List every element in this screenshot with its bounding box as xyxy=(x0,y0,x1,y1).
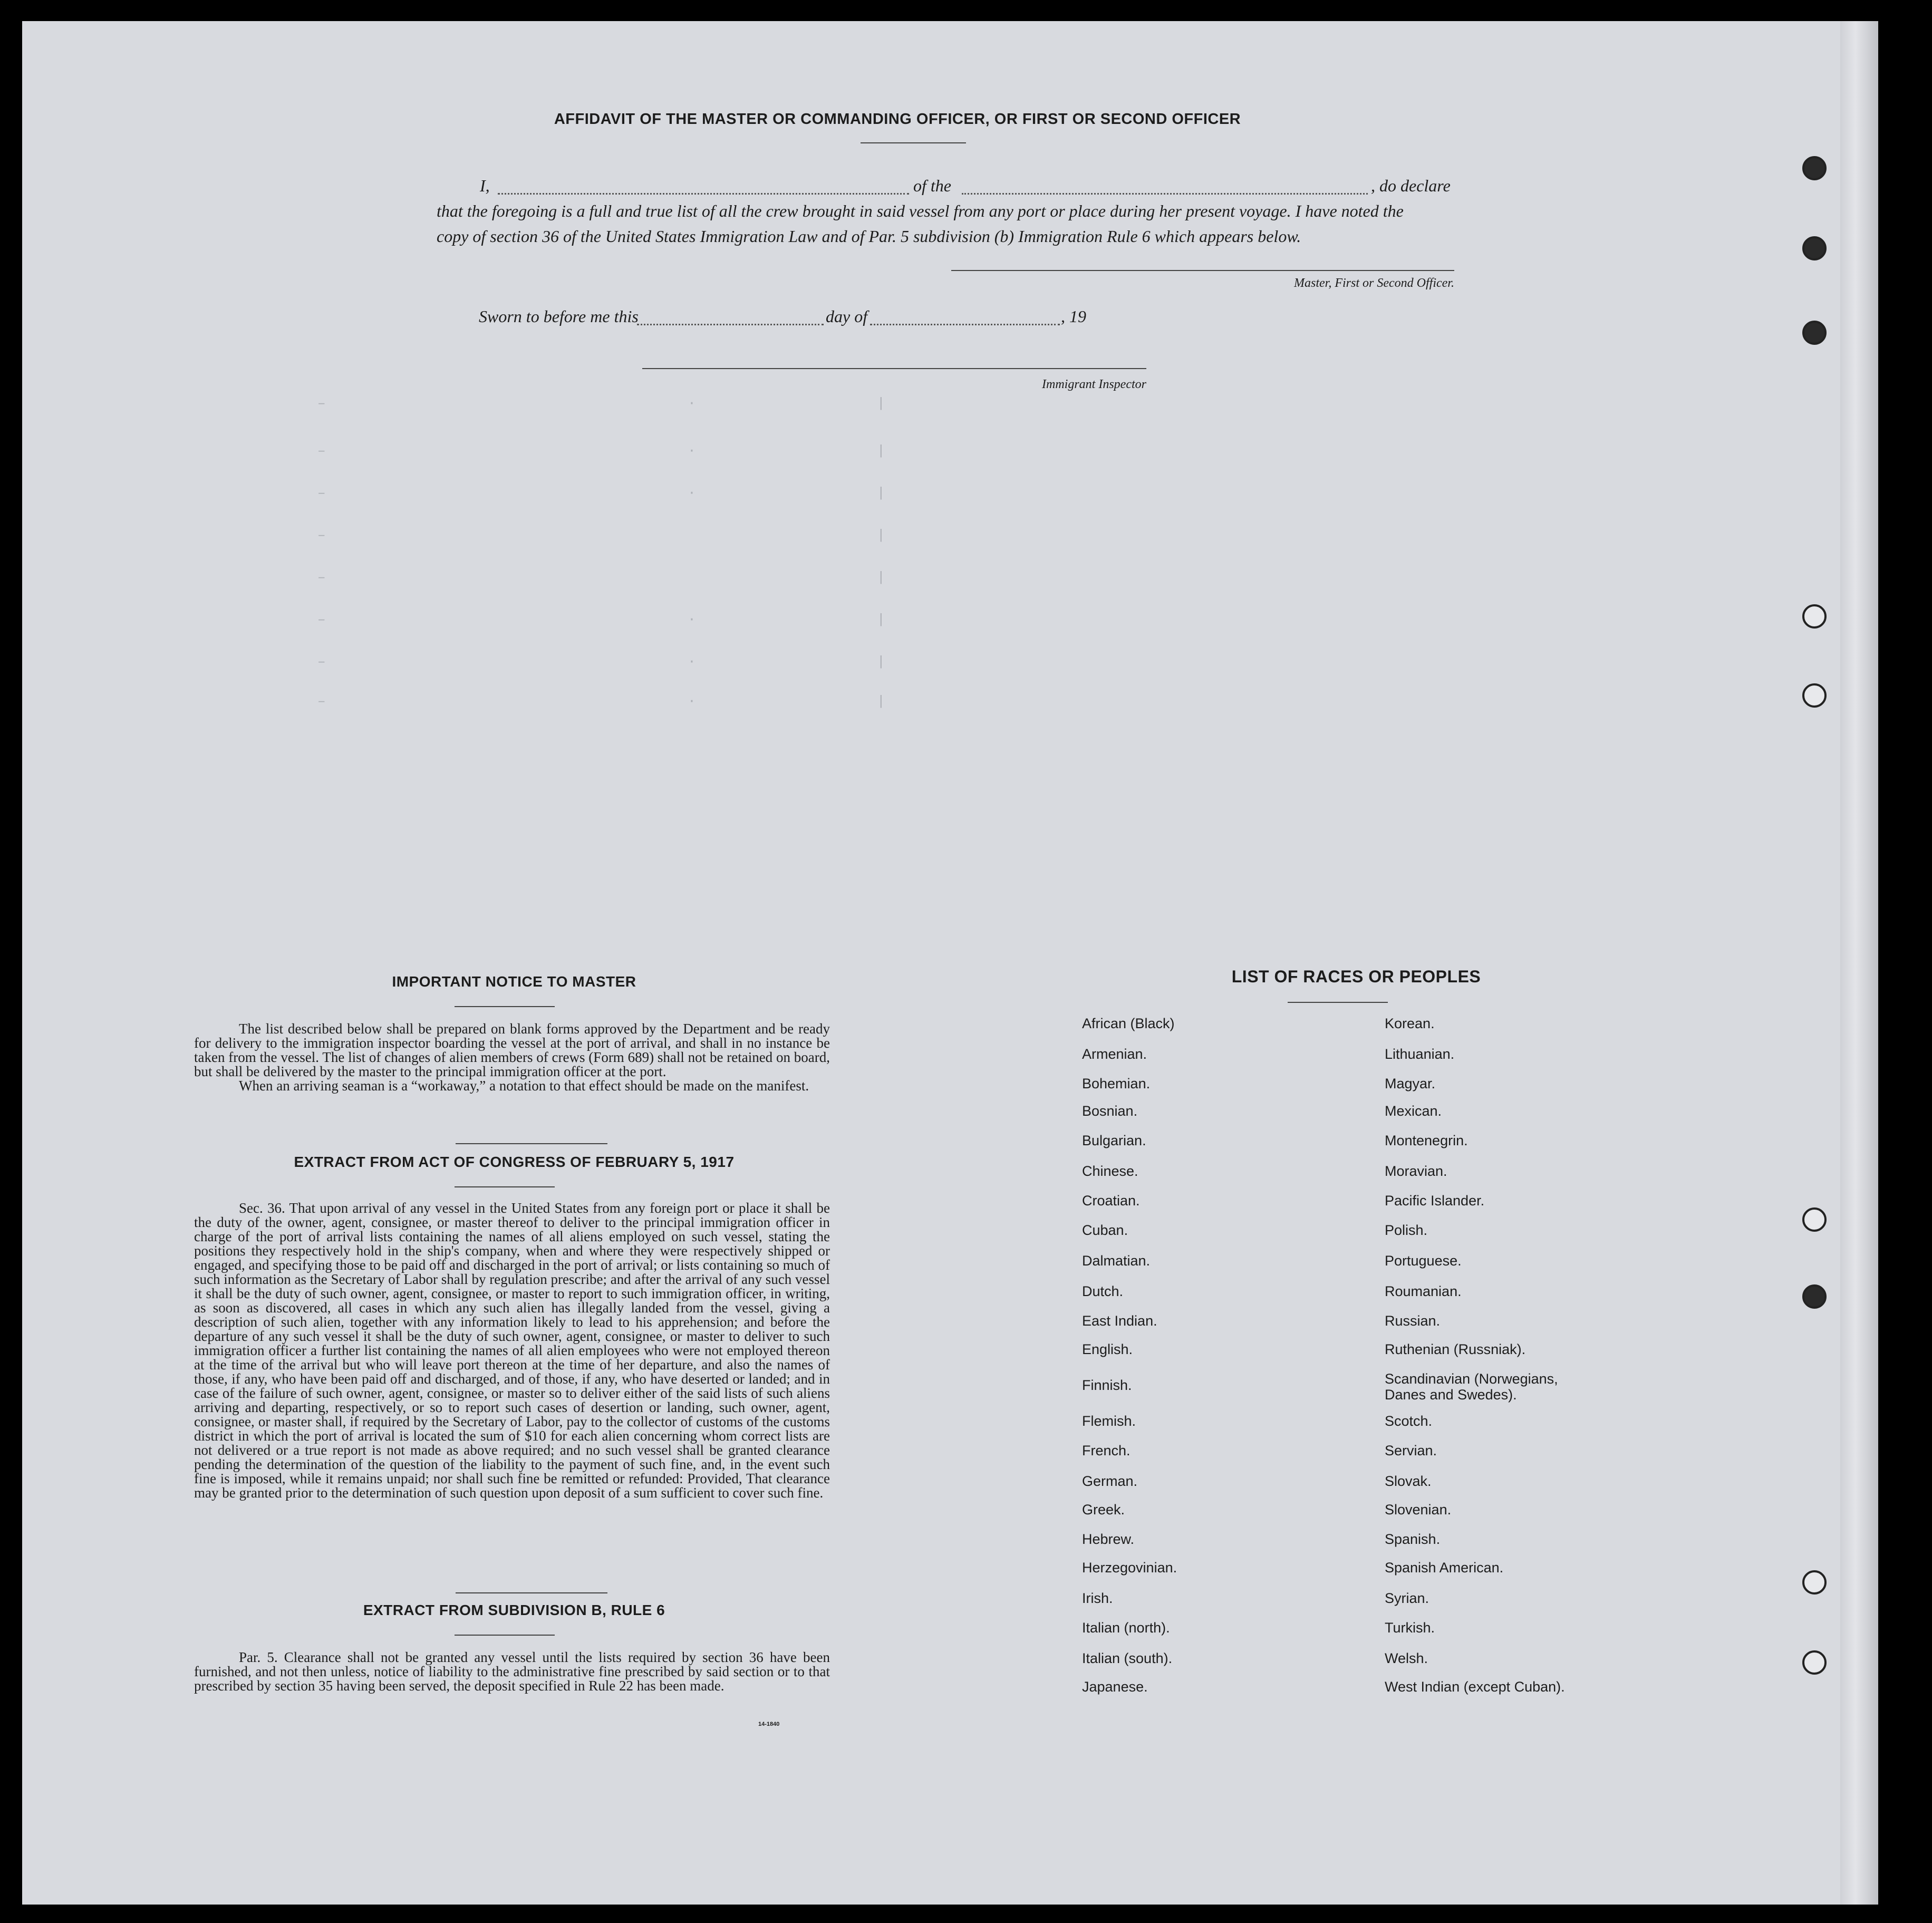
master-signature-line[interactable] xyxy=(951,270,1454,271)
race-item: Dalmatian. xyxy=(1082,1253,1151,1269)
race-item: Korean. xyxy=(1385,1016,1435,1031)
race-item: West Indian (except Cuban). xyxy=(1385,1679,1565,1695)
race-item: Turkish. xyxy=(1385,1620,1435,1636)
notice-title: IMPORTANT NOTICE TO MASTER xyxy=(392,973,636,990)
binder-hole xyxy=(1802,604,1827,629)
binder-hole xyxy=(1802,1207,1827,1232)
race-item: Bosnian. xyxy=(1082,1103,1138,1119)
binder-hole xyxy=(1802,156,1827,180)
race-item: Portuguese. xyxy=(1385,1253,1462,1269)
rule-title: EXTRACT FROM SUBDIVISION B, RULE 6 xyxy=(363,1602,665,1618)
races-title: LIST OF RACES OR PEOPLES xyxy=(1231,967,1481,986)
race-item: Italian (south). xyxy=(1082,1650,1173,1666)
act-body xyxy=(194,1201,830,1500)
race-item: Magyar. xyxy=(1385,1076,1436,1091)
race-item: English. xyxy=(1082,1341,1133,1357)
affidavit-title: AFFIDAVIT OF THE MASTER OR COMMANDING OFFICER, OR FIRST OR SECOND OFFICER xyxy=(554,111,1241,128)
affidavit-line-3: copy of section 36 of the United States Immigration Law and of Par. 5 subdivision (b) Immigration Rule 6 which appears below. xyxy=(437,227,1301,246)
day-of-label: day of xyxy=(826,307,868,326)
master-signature-label: Master, First or Second Officer. xyxy=(1294,276,1454,290)
year-label: , 19 xyxy=(1061,307,1086,326)
race-item: Servian. xyxy=(1385,1443,1437,1458)
binder-hole xyxy=(1802,1284,1827,1309)
notice-title-rule xyxy=(455,1006,555,1007)
race-item: Syrian. xyxy=(1385,1590,1429,1606)
affidavit-of-the-label: of the xyxy=(913,176,951,195)
race-item: Polish. xyxy=(1385,1222,1428,1238)
affidavit-title-rule xyxy=(861,142,966,143)
race-item: Herzegovinian. xyxy=(1082,1560,1177,1576)
race-item: Cuban. xyxy=(1082,1222,1128,1238)
race-item: Moravian. xyxy=(1385,1163,1447,1179)
race-item: Finnish. xyxy=(1082,1377,1132,1393)
binder-hole xyxy=(1802,1570,1827,1595)
race-item: Ruthenian (Russniak). xyxy=(1385,1341,1526,1357)
rule-paragraph-5-text: Par. 5. Clearance shall not be granted any vessel until the lists required by section 36 have been furnished, and not then unless, notice of liability to the administrative fine prescribed by said section or to that prescribed by section 35 having been served, the deposit specified in Rule 22 has been made. xyxy=(194,1649,830,1694)
document-page xyxy=(22,21,1878,1905)
race-item: Roumanian. xyxy=(1385,1283,1462,1299)
act-title-rule xyxy=(455,1186,555,1187)
race-item: Lithuanian. xyxy=(1385,1046,1455,1062)
rule-body xyxy=(194,1650,830,1693)
race-item: Slovenian. xyxy=(1385,1502,1452,1518)
race-item: Japanese. xyxy=(1082,1679,1148,1695)
race-item: German. xyxy=(1082,1473,1138,1489)
show-through-marks: – | xyxy=(317,527,885,543)
name-field-line[interactable] xyxy=(498,193,909,195)
binder-hole xyxy=(1802,236,1827,260)
notice-bottom-rule xyxy=(456,1143,607,1144)
race-item: African (Black) xyxy=(1082,1016,1175,1031)
show-through-marks: – · | xyxy=(317,654,885,670)
race-item: Hebrew. xyxy=(1082,1531,1135,1547)
show-through-marks: – · | xyxy=(317,612,885,627)
act-title: EXTRACT FROM ACT OF CONGRESS OF FEBRUARY 5, 1917 xyxy=(294,1154,735,1170)
binder-hole xyxy=(1802,321,1827,345)
race-item: Russian. xyxy=(1385,1313,1441,1329)
page-edge xyxy=(1840,21,1878,1905)
race-item: Bohemian. xyxy=(1082,1076,1151,1091)
race-item: Spanish American. xyxy=(1385,1560,1504,1576)
affidavit-line-1 xyxy=(480,173,1482,199)
sworn-line xyxy=(479,304,1112,330)
race-item: Bulgarian. xyxy=(1082,1133,1146,1148)
race-item: Montenegrin. xyxy=(1385,1133,1468,1148)
sworn-label: Sworn to before me this xyxy=(479,307,639,326)
race-item: Mexican. xyxy=(1385,1103,1442,1119)
race-item: Welsh. xyxy=(1385,1650,1428,1666)
notice-paragraph-2: When an arriving seaman is a “workaway,” a notation to that effect should be made on the manifest. xyxy=(239,1078,809,1094)
rule-title-rule xyxy=(455,1635,555,1636)
sworn-month-field-line[interactable] xyxy=(870,324,1060,325)
race-item: Armenian. xyxy=(1082,1046,1147,1062)
binder-hole xyxy=(1802,683,1827,708)
show-through-marks: – · | xyxy=(317,485,885,501)
form-number: 14-1840 xyxy=(758,1721,780,1727)
notice-body xyxy=(194,1022,830,1093)
show-through-marks: – | xyxy=(317,569,885,585)
race-item: Croatian. xyxy=(1082,1193,1140,1209)
race-item: East Indian. xyxy=(1082,1313,1157,1329)
race-item: Chinese. xyxy=(1082,1163,1138,1179)
sworn-day-field-line[interactable] xyxy=(637,324,824,325)
race-item: Greek. xyxy=(1082,1502,1125,1518)
race-item: Pacific Islander. xyxy=(1385,1193,1485,1209)
race-item: French. xyxy=(1082,1443,1131,1458)
act-bottom-rule xyxy=(456,1592,607,1593)
affidavit-declare-label: , do declare xyxy=(1371,176,1451,195)
notice-paragraph-1: The list described below shall be prepared on blank forms approved by the Department and be ready for delivery to the immigration inspector boarding the vessel at the port of arrival, and shall in no instance be taken from the vessel. The list of changes of alien members of crews (Form 689) shall not be retained on board, but shall be delivered by the master to the principal immigration officer at the port. xyxy=(194,1021,830,1079)
act-section-36-text: Sec. 36. That upon arrival of any vessel in the United States from any foreign port or place it shall be the duty of the owner, agent, consignee, or master thereof to deliver to the principal immigration officer in charge of the port of arrival lists containing the names of all aliens employed on such vessel, stating the positions they respectively hold in the ship's company, when and where they were respectively shipped or engaged, and specifying those to be paid off and discharged in the port of arrival; or lists containing so much of such information as the Secretary of Labor shall by regulation prescribe; and after the arrival of any such vessel it shall be the duty of such owner, agent, consignee, or master to report to such immigration officer, in writing, as soon as discovered, all cases in which any such alien has illegally landed from the vessel, giving a description of such alien, together with any information likely to lead to his apprehension; and before the departure of any such vessel it shall be the duty of such owner, agent, consignee, or master to deliver to such immigration officer a further list containing the names of all alien employees who were not employed thereon at the time of the arrival but who will leave port thereon at the time of her departure, and also the names of those, if any, who have been paid off and discharged, and of those, if any, who have deserted or landed; and in case of the failure of such owner, agent, consignee, or master so to deliver either of the said lists of such aliens arriving and departing, respectively, or so to report such cases of desertion or landing, such owner, agent, consignee, or master shall, if required by the Secretary of Labor, pay to the collector of customs of the customs district in which the port of arrival is located the sum of $10 for each alien concerning whom correct lists are not delivered or a true report is not made as above required; and no such vessel shall be granted clearance pending the determination of the question of the liability to the payment of such fine, and, in the event such fine is imposed, while it remains unpaid; nor shall such fine be remitted or refunded: Provided, That clearance may be granted prior to the determination of such question upon deposit of a sum sufficient to cover such fine. xyxy=(194,1200,830,1501)
affidavit-i-label: I, xyxy=(480,176,490,195)
inspector-signature-label: Immigrant Inspector xyxy=(1042,378,1146,391)
show-through-marks: – · | xyxy=(317,693,885,709)
race-item: Slovak. xyxy=(1385,1473,1432,1489)
race-item: Irish. xyxy=(1082,1590,1113,1606)
show-through-marks: – · | xyxy=(317,395,885,411)
binder-hole xyxy=(1802,1650,1827,1675)
race-item: Scotch. xyxy=(1385,1413,1433,1429)
race-item: Italian (north). xyxy=(1082,1620,1170,1636)
affidavit-line-2: that the foregoing is a full and true list of all the crew brought in said vessel from any port or place during her present voyage. I have noted the xyxy=(437,201,1404,220)
races-title-rule xyxy=(1288,1002,1388,1003)
show-through-marks: – · | xyxy=(317,443,885,459)
race-item: Scandinavian (Norwegians, Danes and Swedes). xyxy=(1385,1371,1558,1403)
vessel-field-line[interactable] xyxy=(962,193,1368,195)
race-item: Dutch. xyxy=(1082,1283,1124,1299)
race-item: Flemish. xyxy=(1082,1413,1136,1429)
race-item: Spanish. xyxy=(1385,1531,1441,1547)
inspector-signature-line[interactable] xyxy=(642,368,1146,369)
